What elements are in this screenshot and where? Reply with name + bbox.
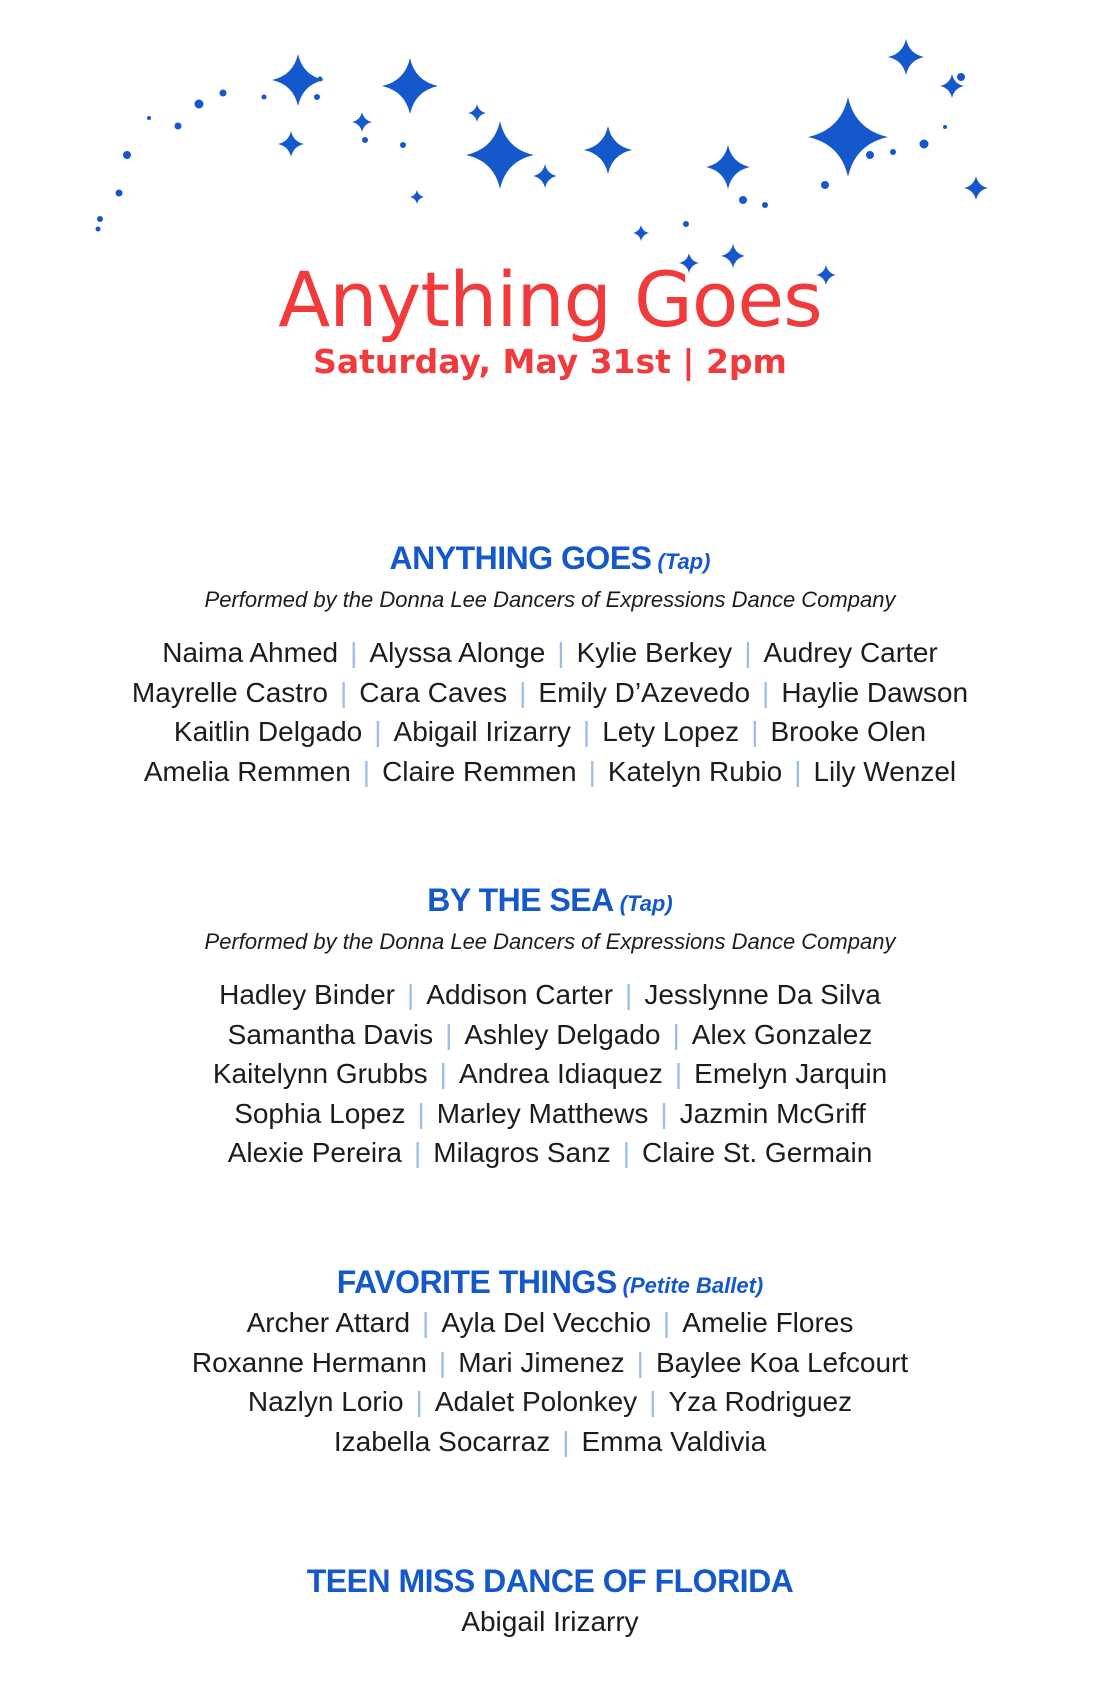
sparkle-star-icon [633, 225, 649, 241]
show-title: Anything Goes [278, 255, 822, 344]
name-separator: | [438, 1346, 447, 1378]
cast-line [0, 752, 1100, 792]
star-dot [262, 95, 267, 100]
cast-member-name: Nazlyn Lorio [247, 1386, 404, 1417]
name-separator: | [422, 1307, 430, 1338]
performer-credit: Performed by the Donna Lee Dancers of Expressions Dance Company [204, 929, 896, 954]
cast-member-name: Baylee Koa Lefcourt [655, 1346, 909, 1378]
cast-line [0, 1094, 1100, 1134]
cast-line [0, 1054, 1100, 1094]
cast-line [0, 1015, 1100, 1055]
cast-member-name: Alexie Pereira [227, 1137, 403, 1168]
cast-line [0, 673, 1100, 713]
cast-member-name: Emily D’Azevedo [538, 676, 751, 708]
cast-line [0, 1422, 1100, 1462]
name-separator: | [625, 979, 633, 1010]
name-separator: | [557, 637, 565, 668]
cast-member-name: Mari Jimenez [458, 1346, 625, 1378]
cast-member-name: Mayrelle Castro [131, 676, 328, 708]
dance-style: (Petite Ballet) [622, 1273, 764, 1298]
star-dot [220, 90, 227, 97]
show-date-time: Saturday, May 31st | 2pm [313, 342, 787, 381]
star-dot [866, 151, 874, 159]
name-separator: | [439, 1058, 447, 1089]
dance-style: (Tap) [657, 549, 711, 574]
cast-member-name: Claire Remmen [382, 755, 577, 787]
name-separator: | [582, 716, 591, 747]
star-dot [195, 100, 204, 109]
cast-member-name: Marley Matthews [436, 1097, 649, 1129]
performer-credit: Performed by the Donna Lee Dancers of Expressions Dance Company [204, 587, 896, 612]
name-separator: | [662, 1307, 671, 1338]
cast-member-name: Amelie Flores [682, 1307, 854, 1338]
star-dot [821, 181, 829, 189]
cast-member-name: Kaitlin Delgado [173, 716, 363, 747]
cast-member-name: Roxanne Hermann [191, 1346, 427, 1378]
cast-member-name: Sophia Lopez [234, 1097, 406, 1129]
sparkle-star-icon [706, 145, 750, 189]
cast-list [0, 975, 1100, 1173]
cast-member-name: Cara Caves [359, 676, 508, 708]
sparkle-star-icon [382, 58, 438, 114]
name-separator: | [649, 1386, 657, 1417]
name-separator: | [562, 1425, 570, 1457]
name-separator: | [374, 716, 382, 747]
section-title: BY THE SEA [427, 882, 614, 918]
cast-member-name: Haylie Dawson [781, 676, 969, 708]
cast-member-name: Alyssa Alonge [369, 637, 546, 668]
star-dot [314, 94, 320, 100]
star-dot [295, 88, 303, 96]
name-separator: | [622, 1137, 630, 1168]
cast-line [0, 1343, 1100, 1383]
star-dot [96, 227, 101, 232]
star-dot [943, 125, 947, 129]
cast-member-name: Yza Rodriguez [668, 1386, 853, 1417]
section-by-the-sea [0, 882, 1100, 1173]
cast-member-name: Andrea Idiaquez [458, 1058, 663, 1089]
name-separator: | [751, 716, 759, 747]
cast-member-name: Izabella Socarraz [333, 1425, 551, 1457]
section-title: FAVORITE THINGS [336, 1264, 617, 1300]
award-title: TEEN MISS DANCE OF FLORIDA [306, 1563, 794, 1599]
star-dot [890, 149, 896, 155]
section-anything-goes [0, 540, 1100, 791]
cast-member-name: Hadley Binder [219, 979, 395, 1010]
sparkle-star-icon [964, 176, 988, 200]
cast-member-name: Lety Lopez [602, 716, 740, 747]
sparkle-star-icon [533, 164, 557, 188]
cast-list [0, 633, 1100, 791]
award-recipient: Abigail Irizarry [461, 1606, 639, 1637]
cast-member-name: Lily Wenzel [813, 755, 957, 787]
name-separator: | [794, 755, 802, 787]
name-separator: | [674, 1058, 683, 1089]
name-separator: | [339, 676, 348, 708]
cast-member-name: Ashley Delgado [464, 1018, 661, 1050]
name-separator: | [636, 1346, 644, 1378]
sparkle-star-icon [466, 121, 534, 189]
cast-member-name: Claire St. Germain [641, 1137, 873, 1168]
section-title: ANYTHING GOES [389, 540, 652, 576]
sparkle-star-icon [352, 112, 372, 132]
name-separator: | [672, 1018, 680, 1050]
cast-member-name: Jazmin McGriff [679, 1097, 866, 1129]
name-separator: | [417, 1097, 425, 1129]
name-separator: | [519, 676, 527, 708]
star-dot [116, 190, 123, 197]
star-dot [362, 137, 368, 143]
star-dot [97, 216, 103, 222]
name-separator: | [406, 979, 415, 1010]
cast-member-name: Audrey Carter [763, 637, 938, 668]
star-dot [147, 116, 151, 120]
star-dot [957, 73, 965, 81]
cast-member-name: Emelyn Jarquin [694, 1058, 888, 1089]
name-separator: | [762, 676, 770, 708]
cast-list [0, 1303, 1100, 1461]
cast-member-name: Brooke Olen [770, 716, 927, 747]
sparkle-star-icon [808, 97, 888, 177]
name-separator: | [350, 637, 358, 668]
star-dot [920, 140, 929, 149]
cast-member-name: Milagros Sanz [433, 1137, 611, 1168]
section-award [0, 1563, 1100, 1638]
section-heading [0, 882, 1100, 919]
dance-style: (Tap) [619, 891, 673, 916]
cast-line [0, 1133, 1100, 1173]
name-separator: | [588, 755, 596, 787]
cast-member-name: Adalet Polonkey [434, 1386, 638, 1417]
cast-line [0, 1382, 1100, 1422]
cast-member-name: Amelia Remmen [143, 755, 351, 787]
name-separator: | [445, 1018, 453, 1050]
star-dot [400, 142, 406, 148]
star-dot [762, 202, 768, 208]
star-dot [739, 196, 747, 204]
name-separator: | [660, 1097, 668, 1129]
star-dot [123, 151, 131, 159]
name-separator: | [362, 755, 371, 787]
cast-member-name: Ayla Del Vecchio [441, 1307, 651, 1338]
name-separator: | [414, 1137, 422, 1168]
cast-member-name: Jesslynne Da Silva [644, 979, 881, 1010]
cast-member-name: Kaitelynn Grubbs [212, 1058, 428, 1089]
sparkle-star-icon [278, 131, 304, 157]
cast-line [0, 975, 1100, 1015]
cast-member-name: Addison Carter [426, 979, 614, 1010]
name-separator: | [415, 1386, 423, 1417]
cast-line [0, 1303, 1100, 1343]
sparkle-star-icon [584, 126, 632, 174]
cast-member-name: Naima Ahmed [162, 637, 339, 668]
cast-member-name: Emma Valdivia [581, 1425, 767, 1457]
cast-member-name: Katelyn Rubio [607, 755, 783, 787]
cast-member-name: Abigail Irizarry [393, 716, 571, 747]
sparkle-star-icon [468, 104, 486, 122]
cast-line [0, 712, 1100, 752]
star-dot [175, 123, 182, 130]
cast-member-name: Samantha Davis [227, 1018, 434, 1050]
cast-member-name: Kylie Berkey [576, 637, 733, 668]
section-favorite-things [0, 1264, 1100, 1461]
program-header [0, 255, 1100, 381]
sparkle-star-icon [888, 39, 924, 75]
sparkle-star-icon [410, 190, 424, 204]
cast-member-name: Archer Attard [246, 1307, 411, 1338]
section-heading [0, 1264, 1100, 1301]
section-heading [0, 540, 1100, 577]
star-dot [683, 221, 689, 227]
cast-line [0, 633, 1100, 673]
name-separator: | [744, 637, 752, 668]
star-dot [318, 77, 323, 82]
cast-member-name: Alex Gonzalez [691, 1018, 873, 1050]
